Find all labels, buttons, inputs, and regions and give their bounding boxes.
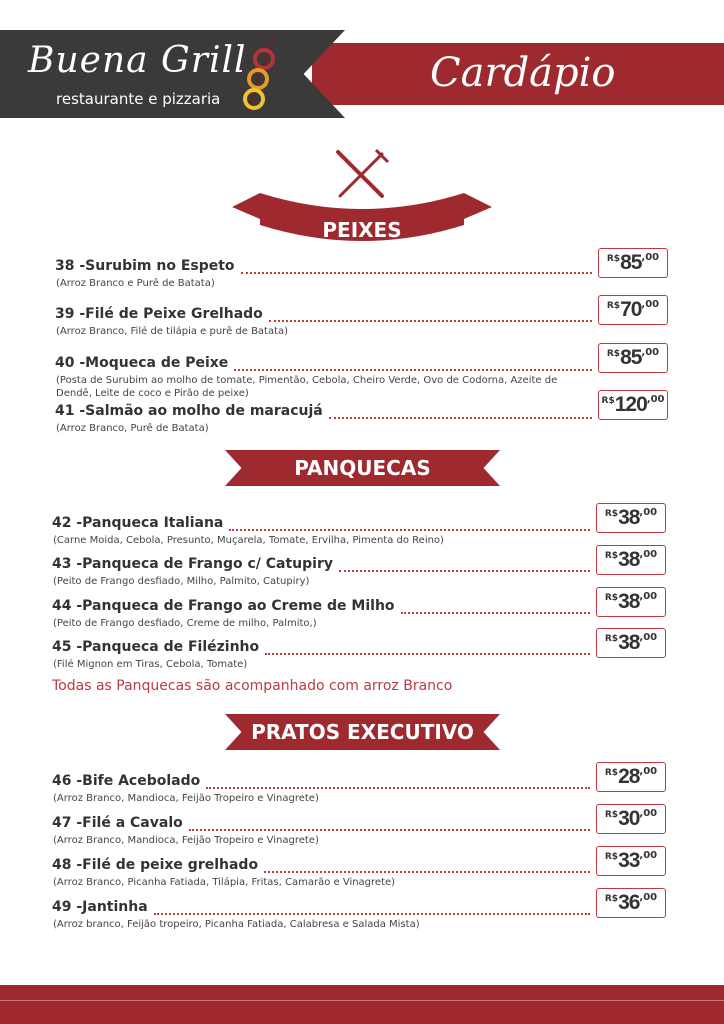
price-cents: ,00: [639, 632, 658, 643]
price-currency: R$: [604, 551, 619, 561]
price-value: 38: [618, 506, 640, 529]
item-name: 49 -Jantinha: [52, 899, 148, 915]
price-value: 85: [620, 346, 642, 369]
item-name: 40 -Moqueca de Peixe: [55, 355, 229, 371]
price-cents: ,00: [646, 394, 665, 405]
price-value: 28: [618, 765, 640, 788]
price-tag: [596, 503, 666, 533]
item-name: 39 -Filé de Peixe Grelhado: [55, 306, 263, 322]
price-value: 33: [618, 849, 640, 872]
footer-line: [0, 1000, 724, 1001]
price-currency: R$: [606, 301, 621, 311]
price-currency: R$: [604, 593, 619, 603]
price-value: 38: [618, 590, 640, 613]
item-name: 47 -Filé a Cavalo: [52, 815, 183, 831]
item-description: (Posta de Surubim ao molho de tomate, Pimentão, Cebola, Cheiro Verde, Ovo de Codorna, Azeite de Dendê, Leite de coco e Pirão de peixe): [56, 375, 558, 399]
price-currency: R$: [606, 254, 621, 264]
item-description: (Arroz branco, Feijão tropeiro, Picanha Fatiada, Calabresa e Salada Mista): [53, 919, 420, 930]
leader-dots: [339, 570, 590, 572]
item-name: 44 -Panqueca de Frango ao Creme de Milho: [52, 598, 395, 614]
item-description: (Arroz Branco, Mandioca, Feijão Tropeiro e Vinagrete): [53, 793, 319, 804]
price-value: 30: [618, 807, 640, 830]
item-description: (Arroz Branco, Purê de Batata): [56, 423, 209, 434]
price-value: 85: [620, 251, 642, 274]
price-currency: R$: [604, 509, 619, 519]
item-description: (Peito de Frango desfiado, Creme de milho, Palmito,): [53, 618, 317, 629]
price-cents: ,00: [639, 808, 658, 819]
price-currency: R$: [604, 894, 619, 904]
item-name: 45 -Panqueca de Filézinho: [52, 639, 260, 655]
item-name: 38 -Surubim no Espeto: [55, 258, 235, 274]
item-description: (Carne Moida, Cebola, Presunto, Muçarela, Tomate, Ervilha, Pimenta do Reino): [53, 535, 444, 546]
leader-dots: [329, 417, 592, 419]
leader-dots: [401, 612, 590, 614]
item-description: (Arroz Branco e Purê de Batata): [56, 278, 215, 289]
brand-tagline: restaurante e pizzaria: [56, 90, 221, 108]
price-tag: [598, 248, 668, 278]
leader-dots: [229, 529, 590, 531]
price-tag: [596, 545, 666, 575]
item-name: 41 -Salmão ao molho de maracujá: [55, 403, 323, 419]
price-currency: R$: [604, 634, 619, 644]
item-description: (Arroz Branco, Filé de tilápia e purê de Batata): [56, 326, 289, 337]
item-name: 43 -Panqueca de Frango c/ Catupiry: [52, 556, 333, 572]
panquecas-note: Todas as Panquecas são acompanhado com arroz Branco: [52, 678, 453, 694]
item-description: (Filé Mignon em Tiras, Cebola, Tomate): [53, 659, 248, 670]
price-currency: R$: [604, 768, 619, 778]
price-cents: ,00: [641, 299, 660, 310]
leader-dots: [269, 320, 592, 322]
item-name: 48 -Filé de peixe grelhado: [52, 857, 259, 873]
price-currency: R$: [604, 852, 619, 862]
page-title: Cardápio: [430, 50, 616, 96]
price-cents: ,00: [641, 347, 660, 358]
item-name: 42 -Panqueca Italiana: [52, 515, 224, 531]
price-tag: [596, 587, 666, 617]
item-description: (Arroz Branco, Picanha Fatiada, Tilápia, Fritas, Camarão e Vinagrete): [53, 877, 396, 888]
leader-dots: [189, 829, 590, 831]
price-value: 38: [618, 548, 640, 571]
leader-dots: [206, 787, 590, 789]
price-currency: R$: [601, 396, 615, 406]
price-currency: R$: [604, 810, 619, 820]
price-cents: ,00: [639, 766, 658, 777]
price-cents: ,00: [639, 549, 658, 560]
price-tag: [596, 804, 666, 834]
price-tag: [596, 846, 666, 876]
price-cents: ,00: [639, 850, 658, 861]
section-title-peixes: PEIXES: [322, 218, 402, 242]
price-tag: [598, 295, 668, 325]
price-cents: ,00: [639, 892, 658, 903]
item-name: 46 -Bife Acebolado: [52, 773, 201, 789]
price-value: 70: [620, 298, 642, 321]
price-cents: ,00: [639, 591, 658, 602]
price-tag: [596, 888, 666, 918]
brand-logo: Buena Grill: [28, 40, 247, 81]
price-value: 120: [614, 393, 647, 416]
leader-dots: [264, 871, 590, 873]
leader-dots: [234, 369, 592, 371]
leader-dots: [154, 913, 590, 915]
price-cents: ,00: [641, 252, 660, 263]
price-value: 38: [618, 631, 640, 654]
leader-dots: [241, 272, 592, 274]
price-value: 36: [618, 891, 640, 914]
price-tag: [596, 762, 666, 792]
price-cents: ,00: [639, 507, 658, 518]
section-title-pratos-executivo: PRATOS EXECUTIVO: [251, 720, 474, 744]
skewer-logo-icon: [240, 35, 280, 115]
footer-band: [0, 985, 724, 1024]
price-tag: [598, 343, 668, 373]
price-tag: [596, 628, 666, 658]
price-tag: [598, 390, 668, 420]
leader-dots: [265, 653, 590, 655]
item-description: (Peito de Frango desfiado, Milho, Palmito, Catupiry): [53, 576, 310, 587]
price-currency: R$: [606, 349, 621, 359]
section-title-panquecas: PANQUECAS: [294, 456, 431, 480]
item-description: (Arroz Branco, Mandioca, Feijão Tropeiro e Vinagrete): [53, 835, 319, 846]
